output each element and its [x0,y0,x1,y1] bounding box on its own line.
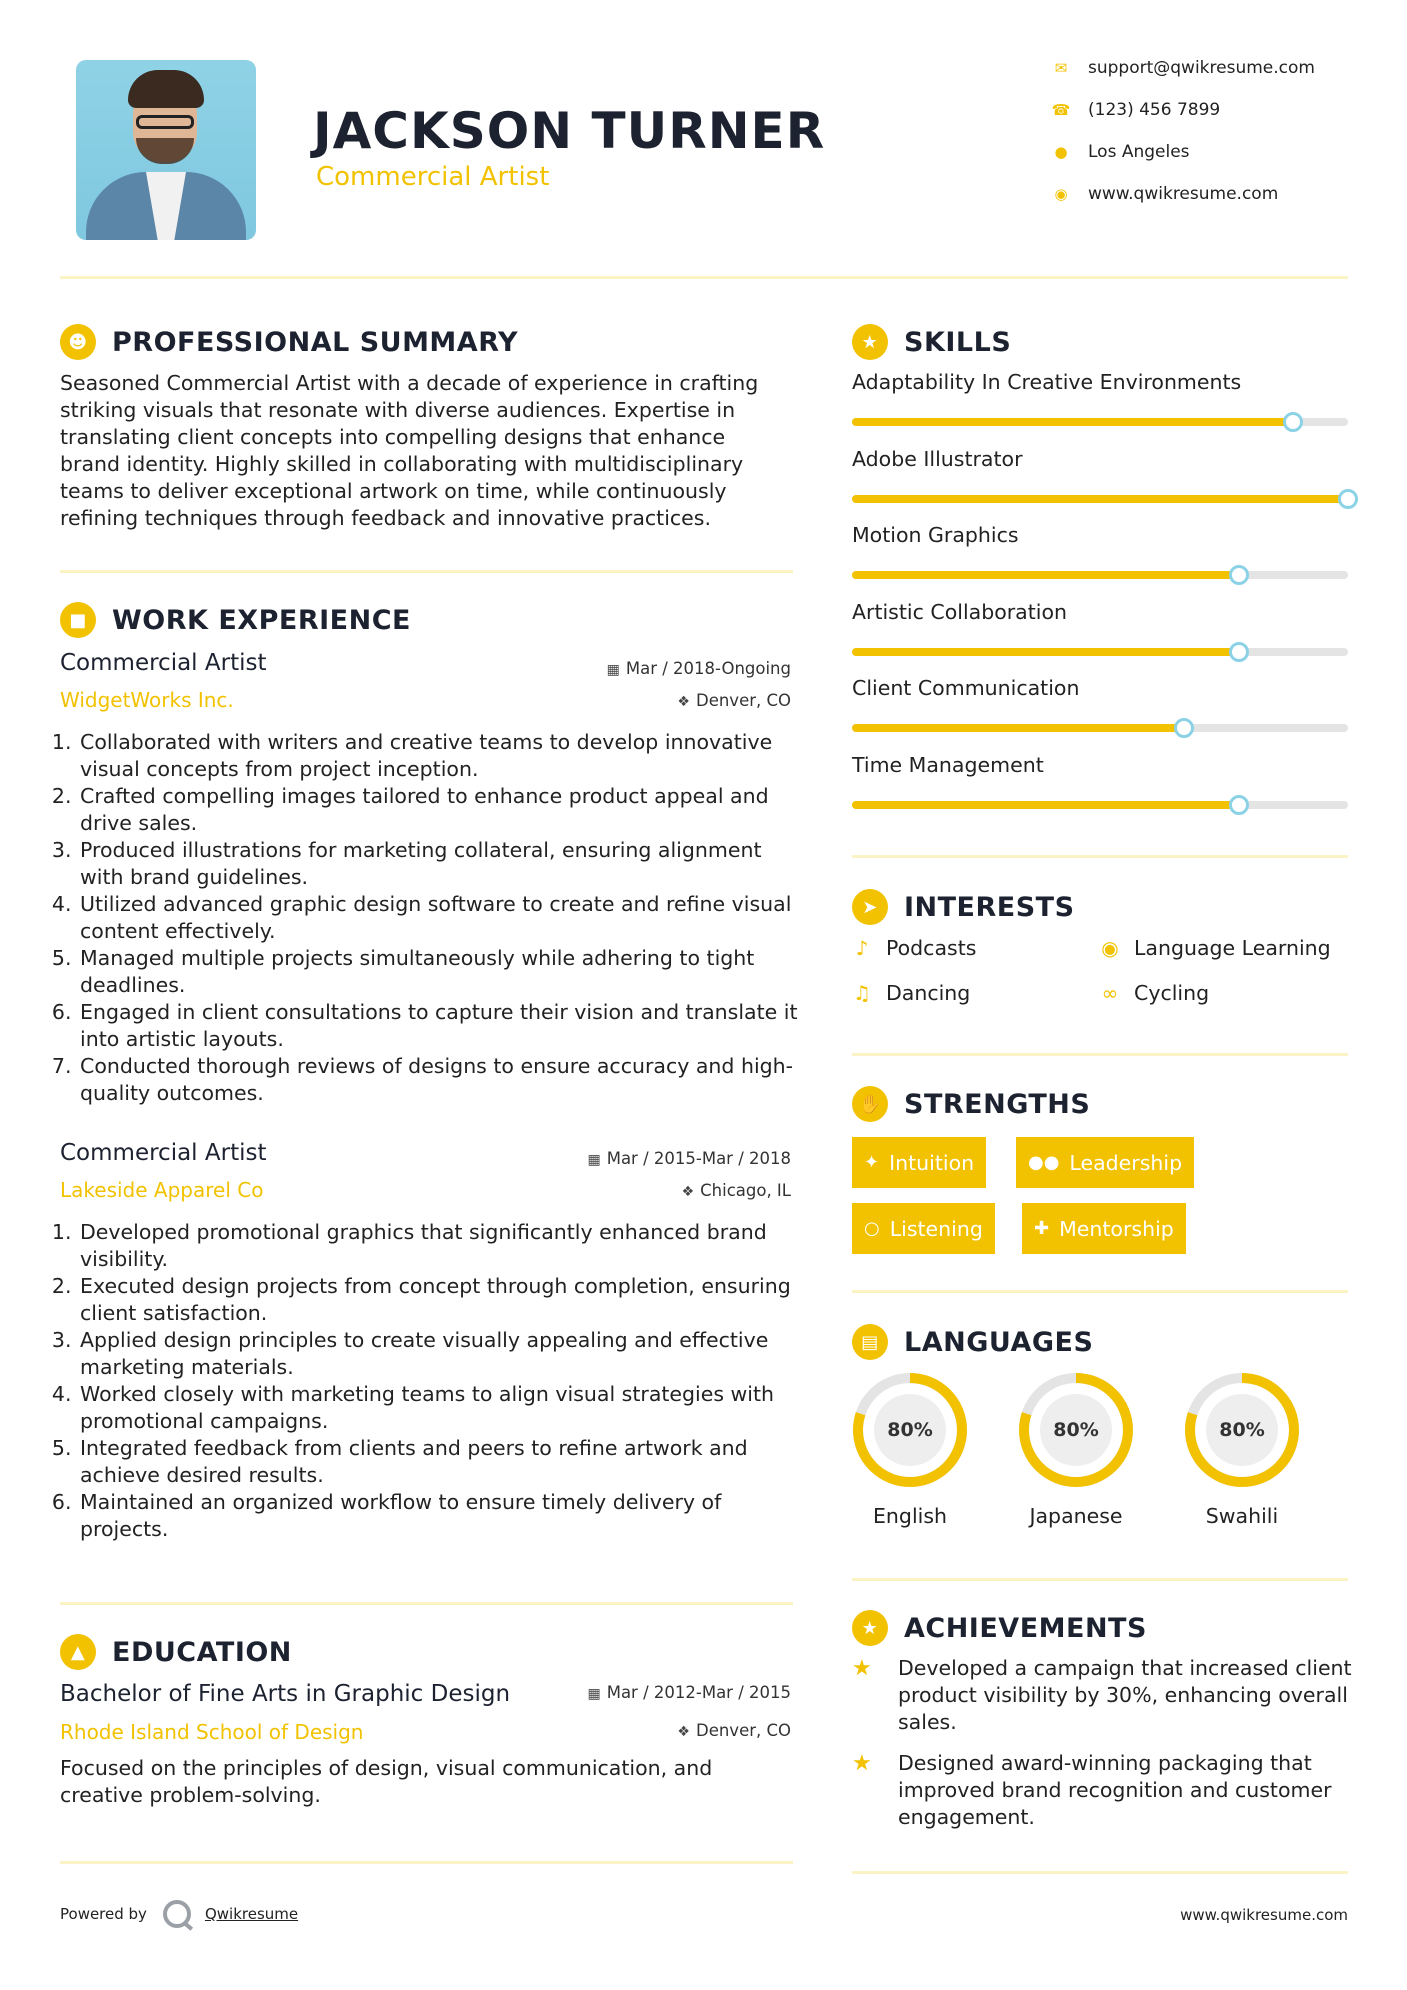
language-name: English [872,1504,948,1528]
education-location-text: Denver, CO [695,1721,791,1740]
summary-title-text: PROFESSIONAL SUMMARY [112,326,519,358]
interest-cycling [1098,981,1209,1005]
job-1-title: Commercial Artist [60,650,267,676]
language-name: Swahili [1205,1504,1279,1528]
language-item [850,1370,970,1528]
experience-divider [60,1602,793,1605]
summary-heading [60,324,518,360]
interest-label: Podcasts [886,936,977,960]
skill-track [852,801,1348,809]
interests-title-text: INTERESTS [904,891,1075,923]
job-1-company: WidgetWorks Inc. [60,688,234,712]
brand-link[interactable]: Qwikresume [204,1905,299,1923]
job-2-dates [587,1149,791,1168]
music-note-icon: ♫ [853,981,871,1005]
skill-label: Adaptability In Creative Environments [852,370,1242,394]
interests-divider [852,1053,1348,1056]
lightbulb-icon: ★ [852,324,888,360]
job-2-location [682,1181,791,1200]
user-icon: ☻ [60,324,96,360]
job-1-location-text: Denver, CO [695,691,791,710]
language-item [1182,1370,1302,1528]
interest-label: Dancing [886,981,971,1005]
achievement-text: Developed a campaign that increased client product visibility by 30%, enhancing overall sales. [898,1656,1352,1734]
skill-level-knob [1174,718,1194,738]
job-2-location-text: Chicago, IL [700,1181,791,1200]
language-icon: ▤ [852,1324,888,1360]
job-2-duties [60,1219,800,1543]
list-item: 4. Utilized advanced graphic design software to create and refine visual content effectively. [78,891,800,945]
star-icon: ★ [852,1610,888,1646]
magic-wand-icon: ✦ [864,1152,880,1173]
list-item: 6. Engaged in client consultations to capture their vision and translate it into artistic layouts. [78,999,800,1053]
achievements-title-text: ACHIEVEMENTS [904,1612,1147,1644]
language-percent: 80% [887,1419,933,1441]
footer-powered-by [60,1900,298,1928]
contact-location [1048,142,1348,162]
interests-heading [852,889,1075,925]
language-percent: 80% [1053,1419,1099,1441]
skill-fill [852,724,1184,732]
powered-by-text: Powered by [60,1905,147,1923]
map-pin-icon: ● [1054,143,1068,161]
education-heading [60,1634,292,1670]
education-dates [587,1683,791,1702]
list-item: 6. Maintained an organized workflow to ensure timely delivery of projects. [78,1489,800,1543]
user-plus-icon: ✚ [1034,1218,1050,1239]
users-icon: ●● [1028,1152,1060,1173]
strength-mentorship [1022,1203,1186,1254]
star-icon: ★ [852,1751,872,1776]
skill-track [852,648,1348,656]
microphone-icon: ♪ [855,936,869,960]
hand-icon: ✋ [852,1086,888,1122]
contact-website[interactable] [1048,184,1348,204]
globe-icon: ◉ [1101,936,1119,960]
job-2-title: Commercial Artist [60,1140,267,1166]
list-item: 5. Integrated feedback from clients and peers to refine artwork and achieve desired results. [78,1435,800,1489]
skills-divider [852,855,1348,858]
strength-label: Intuition [889,1150,975,1175]
education-degree: Bachelor of Fine Arts in Graphic Design [60,1681,511,1707]
strengths-divider [852,1290,1348,1293]
calendar-icon: ▦ [606,662,620,678]
interest-podcasts [850,936,976,960]
calendar-icon: ▦ [587,1152,601,1168]
contact-phone[interactable] [1048,100,1348,120]
skills-title-text: SKILLS [904,326,1012,358]
paper-plane-icon: ➤ [852,889,888,925]
pushpin-icon: ❖ [677,1724,690,1740]
envelope-icon: ✉ [1054,59,1068,77]
skill-label: Client Communication [852,676,1080,700]
skill-fill [852,801,1239,809]
list-item: 3. Produced illustrations for marketing collateral, ensuring alignment with brand guidelines. [78,837,800,891]
skill-track [852,418,1348,426]
skill-fill [852,495,1348,503]
skill-level-knob [1283,412,1303,432]
summary-divider [60,570,793,573]
list-item: 1. Collaborated with writers and creative teams to develop innovative visual concepts from project inception. [78,729,800,783]
contact-location-text: Los Angeles [1088,142,1190,162]
interest-label: Cycling [1134,981,1210,1005]
list-item: 3. Applied design principles to create visually appealing and effective marketing materials. [78,1327,800,1381]
skill-level-knob [1229,565,1249,585]
skill-level-knob [1338,489,1358,509]
interest-label: Language Learning [1134,936,1331,960]
achievements-heading [852,1610,1147,1646]
languages-title-text: LANGUAGES [904,1326,1094,1358]
strength-listening [852,1203,995,1254]
education-text: Focused on the principles of design, visual communication, and creative problem-solving. [60,1756,713,1807]
strength-label: Mentorship [1059,1216,1174,1241]
briefcase-icon: ■ [60,602,96,638]
experience-heading [60,602,411,638]
qwikresume-logo-icon [163,1900,191,1928]
candidate-name: JACKSON TURNER [313,102,826,160]
footer-url[interactable]: www.qwikresume.com [1180,1906,1348,1924]
list-item: 2. Crafted compelling images tailored to enhance product appeal and drive sales. [78,783,800,837]
star-icon: ★ [852,1656,872,1681]
skill-level-knob [1229,642,1249,662]
list-item: 5. Managed multiple projects simultaneously while adhering to tight deadlines. [78,945,800,999]
education-title-text: EDUCATION [112,1636,292,1668]
languages-heading [852,1324,1093,1360]
languages-divider [852,1578,1348,1581]
contact-email-text: support@qwikresume.com [1088,58,1315,78]
list-item: 2. Executed design projects from concept through completion, ensuring client satisfaction. [78,1273,800,1327]
job-2-company: Lakeside Apparel Co [60,1178,264,1202]
skill-fill [852,418,1293,426]
globe-icon: ◉ [1054,185,1068,203]
strength-label: Listening [889,1216,983,1241]
experience-title-text: WORK EXPERIENCE [112,604,411,636]
achievement-text: Designed award-winning packaging that improved brand recognition and customer engagement. [898,1751,1332,1829]
strength-label: Leadership [1069,1150,1183,1175]
language-percent: 80% [1219,1419,1265,1441]
skill-label: Artistic Collaboration [852,599,1068,624]
pushpin-icon: ❖ [681,1184,695,1200]
job-1-dates-text: Mar / 2018-Ongoing [625,659,791,678]
graduation-cap-icon: ▲ [60,1634,96,1670]
skill-track [852,495,1348,503]
profile-photo [76,60,256,240]
language-item [1016,1370,1136,1528]
skill-track [852,571,1348,579]
list-item: 4. Worked closely with marketing teams to align visual strategies with promotional campaigns. [78,1381,800,1435]
achievements-divider [852,1871,1348,1874]
calendar-icon: ▦ [587,1686,601,1702]
education-divider [60,1861,793,1864]
skill-label: Motion Graphics [852,523,1019,547]
skill-fill [852,648,1239,656]
job-1-duties [60,729,800,1107]
interest-dancing [850,981,970,1005]
skill-label: Time Management [852,752,1044,777]
interest-language-learning [1098,936,1331,960]
strength-intuition [852,1137,986,1188]
achievement-item [852,1655,1352,1736]
contact-email[interactable] [1048,58,1348,78]
headphones-icon: ○ [864,1218,880,1239]
contact-phone-text: (123) 456 7899 [1088,100,1221,120]
job-2-dates-text: Mar / 2015-Mar / 2018 [606,1149,791,1168]
pushpin-icon: ❖ [677,694,690,710]
job-1-dates [607,659,791,678]
education-location [677,1721,791,1740]
bicycle-icon: ∞ [1101,981,1119,1005]
skill-level-knob [1229,795,1249,815]
achievement-item [852,1750,1352,1831]
strength-leadership [1016,1137,1194,1188]
job-1-location [677,691,791,710]
strengths-heading [852,1086,1090,1122]
summary-text: Seasoned Commercial Artist with a decade of experience in crafting striking visuals that resonate with diverse audiences. Expertise in translating client concepts into compelling designs that enhance brand identity. Highly skilled in collaborating with multidisciplinary teams to deliver exceptional artwork on time, while continuously refining techniques through feedback and innovative practices. [60,371,759,530]
education-dates-text: Mar / 2012-Mar / 2015 [606,1683,791,1702]
phone-icon: ☎ [1051,101,1071,119]
candidate-role: Commercial Artist [316,162,550,192]
skill-label: Adobe Illustrator [852,446,1023,471]
contact-website-text: www.qwikresume.com [1088,184,1279,204]
header-divider [60,276,1348,279]
skill-fill [852,571,1239,579]
skills-heading [852,324,1011,360]
skill-track [852,724,1348,732]
language-name: Japanese [1029,1504,1123,1528]
list-item: 7. Conducted thorough reviews of designs to ensure accuracy and high-quality outcomes. [78,1053,800,1107]
education-school: Rhode Island School of Design [60,1720,364,1744]
strengths-title-text: STRENGTHS [904,1088,1091,1120]
list-item: 1. Developed promotional graphics that significantly enhanced brand visibility. [78,1219,800,1273]
